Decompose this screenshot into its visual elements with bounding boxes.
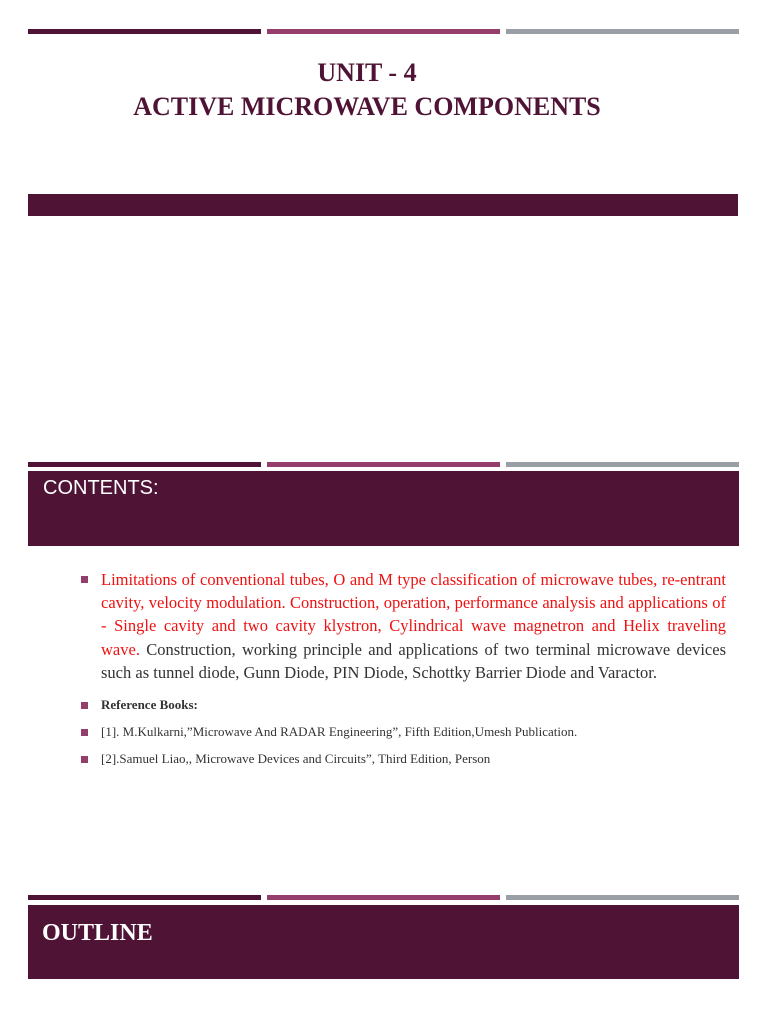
stripe-magenta [267, 462, 500, 467]
stripe-gray [506, 462, 739, 467]
reference-text: [2].Samuel Liao,, Microwave Devices and Circuits”, Third Edition, Person [101, 751, 491, 767]
contents-heading: CONTENTS: [43, 477, 159, 499]
stripe-gray [506, 895, 739, 900]
decorative-stripes [28, 29, 739, 34]
contents-slide [0, 450, 768, 890]
reference-text: [1]. M.Kulkarni,”Microwave And RADAR Engineering”, Fifth Edition,Umesh Publication. [101, 724, 578, 740]
syllabus-highlight-text: Limitations of conventional tubes, O and M type classification of microwave tubes, re-entrant cavity, velocity modulation. Construction, operation, performance analysis and applications of - Single cavity and two cavity klystron, Cylindrical wave magnetron and Helix traveling wave. [101, 570, 726, 659]
square-bullet-icon [81, 702, 88, 709]
stripe-magenta [267, 895, 500, 900]
contents-header-band [28, 471, 739, 546]
outline-header-band [28, 905, 739, 979]
title-divider-bar [28, 194, 738, 216]
title-line-subject: ACTIVE MICROWAVE COMPONENTS [133, 92, 601, 121]
contents-list [80, 568, 726, 769]
list-item-reference [80, 722, 726, 742]
outline-heading: OUTLINE [42, 920, 153, 946]
list-item-reference-heading [80, 695, 726, 715]
stripe-maroon [28, 29, 261, 34]
syllabus-body-text: Construction, working principle and applications of two terminal microwave devices such as tunnel diode, Gunn Diode, PIN Diode, Schottky Barrier Diode and Varactor. [101, 639, 726, 682]
decorative-stripes [28, 895, 739, 900]
square-bullet-icon [81, 756, 88, 763]
list-item-syllabus [80, 568, 726, 684]
reference-heading: Reference Books: [101, 697, 198, 713]
stripe-maroon [28, 462, 261, 467]
title-line-unit: UNIT - 4 [317, 58, 417, 87]
stripe-magenta [267, 29, 500, 34]
square-bullet-icon [81, 576, 88, 583]
stripe-maroon [28, 895, 261, 900]
outline-slide [0, 890, 768, 1024]
square-bullet-icon [81, 729, 88, 736]
decorative-stripes [28, 462, 739, 467]
title-slide [0, 0, 768, 450]
list-item-reference [80, 749, 726, 769]
stripe-gray [506, 29, 739, 34]
slide-title [28, 56, 706, 124]
